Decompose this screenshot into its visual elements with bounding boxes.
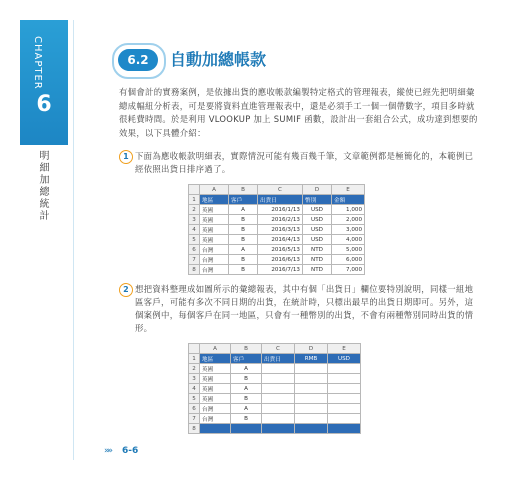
- row-number: 3: [189, 374, 200, 384]
- chapter-tab: [20, 20, 68, 145]
- page-arrows-icon: »»: [104, 446, 112, 456]
- cell: A: [231, 364, 262, 374]
- row-number: 6: [189, 404, 200, 414]
- cell: B: [231, 374, 262, 384]
- cell: A: [231, 384, 262, 394]
- section-number: 6.2: [118, 49, 158, 71]
- step-number-icon: 1: [119, 150, 133, 164]
- table-row: [189, 205, 365, 215]
- corner-cell: [189, 344, 200, 354]
- row-number: 4: [189, 384, 200, 394]
- cell: NTD: [303, 255, 332, 265]
- detail-sheet: [188, 184, 365, 275]
- cell: [295, 374, 328, 384]
- row-number: 5: [189, 235, 200, 245]
- cell: B: [231, 394, 262, 404]
- cell: 5,000: [332, 245, 365, 255]
- cell: 英國: [200, 205, 229, 215]
- chapter-number: 6: [36, 92, 52, 117]
- row-number: 2: [189, 364, 200, 374]
- col-letter: A: [200, 185, 229, 195]
- row-number: 6: [189, 245, 200, 255]
- row-number: 7: [189, 414, 200, 424]
- summary-sheet: [188, 343, 361, 434]
- table-row: [189, 394, 361, 404]
- cell: [295, 384, 328, 394]
- step-1-text: 下面為應收帳款明細表，實際情況可能有幾百幾千筆，文章範例都是極簡化的，本範例已經依照出貨日排序過了。: [135, 151, 474, 174]
- cell: 英國: [200, 394, 231, 404]
- table-row: [189, 384, 361, 394]
- header-cell: 金額: [332, 195, 365, 205]
- cell: [262, 404, 295, 414]
- intro-paragraph: 有個會計的實務案例，是依據出貨的應收帳款編製特定格式的管理報表，縱使已經先把明細彙總成幅紐分析表，可是要將資料直進管理報表中，還是必須手工一個一個帶數字，項目多時就很耗費時間。於是利用 VLOOKUP 加上 SUMIF 函數，設計出一套組合公式，成功達到想要的效果，以下具體介紹：: [119, 87, 478, 138]
- cell: B: [229, 255, 258, 265]
- cell: USD: [303, 235, 332, 245]
- col-letter: B: [231, 344, 262, 354]
- cell: 2016/4/13: [258, 235, 303, 245]
- cell: [231, 424, 262, 434]
- cell: 台灣: [200, 414, 231, 424]
- row-number: 2: [189, 205, 200, 215]
- col-letter: B: [229, 185, 258, 195]
- corner-cell: [189, 185, 200, 195]
- table-row: [189, 255, 365, 265]
- cell: A: [229, 245, 258, 255]
- cell: [262, 374, 295, 384]
- cell: USD: [303, 215, 332, 225]
- cell: 2016/7/13: [258, 265, 303, 275]
- cell: 英國: [200, 225, 229, 235]
- table-row: [189, 225, 365, 235]
- cell: A: [229, 205, 258, 215]
- cell: 1,000: [332, 205, 365, 215]
- col-letter: C: [262, 344, 295, 354]
- cell: 2016/1/13: [258, 205, 303, 215]
- header-cell: 地區: [200, 354, 231, 364]
- cell: [295, 414, 328, 424]
- cell: A: [231, 404, 262, 414]
- chapter-title: 明細加總統計: [37, 150, 48, 222]
- cell: 英國: [200, 364, 231, 374]
- col-letter: A: [200, 344, 231, 354]
- header-cell: 幣別: [303, 195, 332, 205]
- cell: 2016/2/13: [258, 215, 303, 225]
- cell: 台灣: [200, 255, 229, 265]
- header-cell: 地區: [200, 195, 229, 205]
- table-row: [189, 414, 361, 424]
- header-cell: 出貨日: [258, 195, 303, 205]
- cell: [328, 394, 361, 404]
- cell: [262, 424, 295, 434]
- cell: [295, 364, 328, 374]
- cell: [262, 394, 295, 404]
- header-cell: 出貨日: [262, 354, 295, 364]
- cell: 2016/5/13: [258, 245, 303, 255]
- header-cell: 客戶: [229, 195, 258, 205]
- table-row: [189, 265, 365, 275]
- table-row: [189, 245, 365, 255]
- table-row: [189, 235, 365, 245]
- chapter-label: CHAPTER: [32, 36, 43, 90]
- band-divider: [73, 20, 74, 460]
- cell: 英國: [200, 374, 231, 384]
- row-number: 5: [189, 394, 200, 404]
- col-letter: C: [258, 185, 303, 195]
- page-number: 6-6: [122, 446, 139, 456]
- header-cell: 客戶: [231, 354, 262, 364]
- table-row: [189, 215, 365, 225]
- cell: B: [229, 225, 258, 235]
- cell: 2,000: [332, 215, 365, 225]
- cell: [328, 384, 361, 394]
- row-number: 7: [189, 255, 200, 265]
- step-2-text: 想把資料整理成如圖所示的彙總報表，其中有個「出貨日」欄位要特別說明，同樣一組地區客戶，可能有多次不同日期的出貨，在統計時，只標出最早的出貨日期即可。另外，這個案例中，每個客戶在同一地區，只會有一種幣別的出貨，不會有兩種幣別同時出貨的情形。: [135, 284, 474, 333]
- cell: NTD: [303, 265, 332, 275]
- cell: 台灣: [200, 404, 231, 414]
- cell: 7,000: [332, 265, 365, 275]
- cell: 2016/3/13: [258, 225, 303, 235]
- cell: 6,000: [332, 255, 365, 265]
- row-number: 1: [189, 195, 200, 205]
- cell: [328, 404, 361, 414]
- cell: NTD: [303, 245, 332, 255]
- cell: USD: [303, 205, 332, 215]
- cell: B: [231, 414, 262, 424]
- cell: 3,000: [332, 225, 365, 235]
- cell: USD: [303, 225, 332, 235]
- cell: 英國: [200, 384, 231, 394]
- row-number: 8: [189, 424, 200, 434]
- cell: [328, 424, 361, 434]
- cell: [295, 424, 328, 434]
- col-letter: E: [332, 185, 365, 195]
- cell: 2016/6/13: [258, 255, 303, 265]
- col-letter: D: [303, 185, 332, 195]
- table-row: [189, 404, 361, 414]
- cell: [295, 394, 328, 404]
- row-number: 4: [189, 225, 200, 235]
- col-letter: D: [295, 344, 328, 354]
- cell: 英國: [200, 235, 229, 245]
- cell: [328, 364, 361, 374]
- cell: [262, 414, 295, 424]
- cell: B: [229, 235, 258, 245]
- cell: [200, 424, 231, 434]
- cell: B: [229, 265, 258, 275]
- cell: [328, 414, 361, 424]
- row-number: 8: [189, 265, 200, 275]
- row-number: 1: [189, 354, 200, 364]
- cell: [328, 374, 361, 384]
- cell: [262, 384, 295, 394]
- cell: 台灣: [200, 245, 229, 255]
- table-row: [189, 364, 361, 374]
- row-number: 3: [189, 215, 200, 225]
- header-cell: USD: [328, 354, 361, 364]
- header-cell: RMB: [295, 354, 328, 364]
- cell: 4,000: [332, 235, 365, 245]
- cell: 英國: [200, 215, 229, 225]
- cell: [262, 364, 295, 374]
- table-row: [189, 374, 361, 384]
- cell: 台灣: [200, 265, 229, 275]
- step-number-icon: 2: [119, 283, 133, 297]
- cell: [295, 404, 328, 414]
- section-title: 自動加總帳款: [170, 50, 267, 69]
- cell: B: [229, 215, 258, 225]
- col-letter: E: [328, 344, 361, 354]
- table-row: [189, 424, 361, 434]
